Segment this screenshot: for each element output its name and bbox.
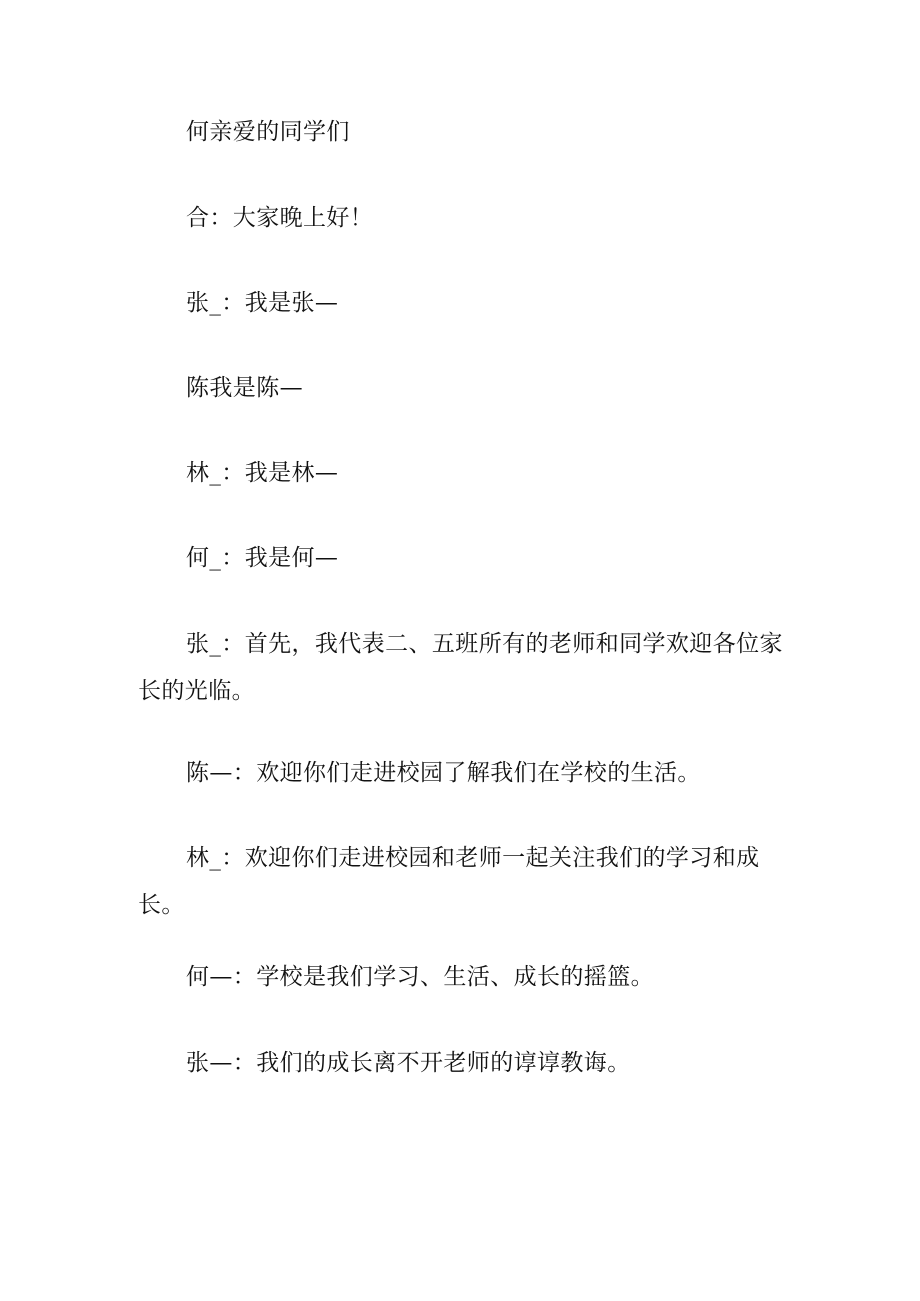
paragraph-line: 林_：我是林—	[186, 460, 339, 486]
paragraph-line: 张_：首先，我代表二、五班所有的老师和同学欢迎各位家长的光临。	[138, 631, 783, 704]
paragraph-line: 张—：我们的成长离不开老师的谆谆教诲。	[186, 1050, 631, 1076]
paragraph-line: 陈我是陈—	[186, 375, 303, 401]
paragraph-line: 张_：我是张—	[186, 290, 339, 316]
paragraph-line: 何_：我是何—	[186, 545, 339, 571]
paragraph-line: 何—：学校是我们学习、生活、成长的摇篮。	[186, 964, 654, 990]
paragraph-line: 陈—：欢迎你们走进校园了解我们在学校的生活。	[186, 760, 701, 786]
paragraph-line: 何亲爱的同学们	[186, 119, 350, 145]
paragraph-line: 合：大家晚上好！	[186, 205, 374, 231]
paragraph-line: 林_：欢迎你们走进校园和老师一起关注我们的学习和成长。	[138, 845, 760, 918]
